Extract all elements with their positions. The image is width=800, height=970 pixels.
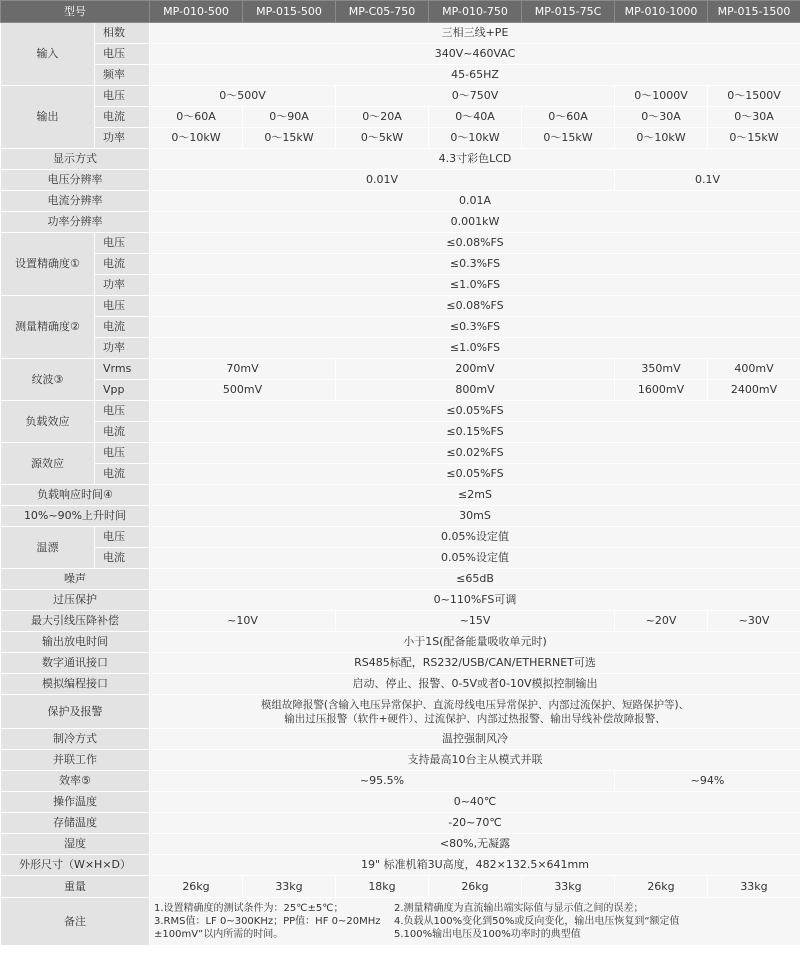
noise-label: 噪声 xyxy=(1,569,150,590)
source-effect-voltage-label: 电压 xyxy=(95,443,150,464)
output-voltage-value: 0～1500V xyxy=(708,86,800,107)
dimensions-row xyxy=(1,855,800,876)
notes-left-column xyxy=(154,902,382,941)
dimensions-value: 19" 标准机箱3U高度，482×132.5×641mm xyxy=(150,855,800,876)
cooling-value: 温控强制风冷 xyxy=(150,729,800,750)
load-effect-label: 负载效应 xyxy=(1,401,95,443)
power-resolution-label: 功率分辨率 xyxy=(1,212,150,233)
ripple-vpp-value: 800mV xyxy=(336,380,615,401)
protection-line: 输出过压报警（软件+硬件）、过流保护、内部过热报警、输出导线补偿故障报警、 xyxy=(284,712,666,725)
efficiency-label: 效率⑤ xyxy=(1,771,150,792)
temp-drift-current-row xyxy=(1,548,800,569)
input-phase-value: 三相三线+PE xyxy=(150,23,800,44)
analog-if-row xyxy=(1,674,800,695)
protection-row xyxy=(1,695,800,729)
storage-temp-row xyxy=(1,813,800,834)
humidity-value: <80%,无凝露 xyxy=(150,834,800,855)
storage-temp-label: 存储温度 xyxy=(1,813,150,834)
line-comp-value: ~10V xyxy=(150,611,336,632)
input-phase-label: 相数 xyxy=(95,23,150,44)
load-effect-voltage-value: ≤0.05%FS xyxy=(150,401,800,422)
output-current-value: 0～60A xyxy=(522,107,615,128)
set-accuracy-label: 设置精确度① xyxy=(1,233,95,296)
voltage-resolution-label: 电压分辨率 xyxy=(1,170,150,191)
note-line: 5.100%输出电压及100%功率时的典型值 xyxy=(394,929,581,940)
set-accuracy-voltage-value: ≤0.08%FS xyxy=(150,233,800,254)
voltage-resolution-value: 0.01V xyxy=(150,170,615,191)
digital-if-row xyxy=(1,653,800,674)
digital-if-label: 数字通讯接口 xyxy=(1,653,150,674)
set-accuracy-power-value: ≤1.0%FS xyxy=(150,275,800,296)
input-voltage-row xyxy=(1,44,800,65)
display-label: 显示方式 xyxy=(1,149,150,170)
output-current-label: 电流 xyxy=(95,107,150,128)
output-current-value: 0～20A xyxy=(336,107,429,128)
op-temp-value: 0~40℃ xyxy=(150,792,800,813)
note-line: 1.设置精确度的测试条件为：25℃±5℃； xyxy=(154,903,344,914)
humidity-label: 湿度 xyxy=(1,834,150,855)
note-line: 3.RMS值：LF 0~300KHz；PP值：HF 0~20MHz xyxy=(154,916,381,927)
output-power-label: 功率 xyxy=(95,128,150,149)
output-power-value: 0～15kW xyxy=(243,128,336,149)
discharge-value: 小于1S(配备能量吸收单元时) xyxy=(150,632,800,653)
output-power-row xyxy=(1,128,800,149)
header-model: MP-010-1000 xyxy=(615,1,708,23)
load-response-label: 负载响应时间④ xyxy=(1,485,150,506)
set-accuracy-current-value: ≤0.3%FS xyxy=(150,254,800,275)
input-frequency-row xyxy=(1,65,800,86)
note-line: 2.测量精确度为直流输出端实际值与显示值之间的误差； xyxy=(394,903,644,914)
set-accuracy-current-label: 电流 xyxy=(95,254,150,275)
cooling-row xyxy=(1,729,800,750)
input-phase-row xyxy=(1,23,800,44)
parallel-label: 并联工作 xyxy=(1,750,150,771)
meas-accuracy-current-row xyxy=(1,317,800,338)
ripple-label: 纹波③ xyxy=(1,359,95,401)
input-voltage-label: 电压 xyxy=(95,44,150,65)
load-effect-current-row xyxy=(1,422,800,443)
output-power-value: 0～10kW xyxy=(429,128,522,149)
efficiency-row xyxy=(1,771,800,792)
parallel-row xyxy=(1,750,800,771)
temp-drift-voltage-row xyxy=(1,527,800,548)
ovp-row xyxy=(1,590,800,611)
set-accuracy-power-label: 功率 xyxy=(95,275,150,296)
analog-if-label: 模拟编程接口 xyxy=(1,674,150,695)
noise-row xyxy=(1,569,800,590)
load-response-value: ≤2mS xyxy=(150,485,800,506)
output-voltage-value: 0～500V xyxy=(150,86,336,107)
output-power-value: 0～15kW xyxy=(522,128,615,149)
output-voltage-value: 0～1000V xyxy=(615,86,708,107)
set-accuracy-current-row xyxy=(1,254,800,275)
header-model: MP-015-1500 xyxy=(708,1,800,23)
set-accuracy-power-row xyxy=(1,275,800,296)
temp-drift-voltage-label: 电压 xyxy=(95,527,150,548)
rise-time-label: 10%~90%上升时间 xyxy=(1,506,150,527)
display-value: 4.3寸彩色LCD xyxy=(150,149,800,170)
meas-accuracy-label: 测量精确度② xyxy=(1,296,95,359)
power-resolution-value: 0.001kW xyxy=(150,212,800,233)
notes-row xyxy=(1,898,800,946)
output-power-value: 0～10kW xyxy=(150,128,243,149)
parallel-value: 支持最高10台主从模式并联 xyxy=(150,750,800,771)
input-frequency-label: 频率 xyxy=(95,65,150,86)
notes-right-column xyxy=(394,902,768,941)
protection-line: 模组故障报警(含输入电压异常保护、直流母线电压异常保护、内部过流保护、短路保护等)、 xyxy=(260,698,690,711)
dimensions-label: 外形尺寸（W×H×D） xyxy=(1,855,150,876)
discharge-row xyxy=(1,632,800,653)
noise-value: ≤65dB xyxy=(150,569,800,590)
set-accuracy-voltage-row xyxy=(1,233,800,254)
header-model: MP-010-750 xyxy=(429,1,522,23)
input-voltage-value: 340V~460VAC xyxy=(150,44,800,65)
note-line: ±100mV”以内所需的时间。 xyxy=(154,929,284,940)
meas-accuracy-current-label: 电流 xyxy=(95,317,150,338)
op-temp-row xyxy=(1,792,800,813)
header-model: MP-010-500 xyxy=(150,1,243,23)
temp-drift-label: 温漂 xyxy=(1,527,95,569)
voltage-resolution-row xyxy=(1,170,800,191)
weight-value: 33kg xyxy=(522,876,615,898)
display-row xyxy=(1,149,800,170)
weight-value: 33kg xyxy=(243,876,336,898)
load-response-row xyxy=(1,485,800,506)
output-voltage-value: 0～750V xyxy=(336,86,615,107)
header-model: MP-015-500 xyxy=(243,1,336,23)
weight-value: 26kg xyxy=(615,876,708,898)
weight-row xyxy=(1,876,800,898)
load-effect-voltage-label: 电压 xyxy=(95,401,150,422)
ovp-label: 过压保护 xyxy=(1,590,150,611)
line-comp-row xyxy=(1,611,800,632)
ripple-vrms-row xyxy=(1,359,800,380)
output-voltage-row xyxy=(1,86,800,107)
rise-time-value: 30mS xyxy=(150,506,800,527)
temp-drift-current-value: 0.05%设定值 xyxy=(150,548,800,569)
humidity-row xyxy=(1,834,800,855)
line-comp-label: 最大引线压降补偿 xyxy=(1,611,150,632)
current-resolution-value: 0.01A xyxy=(150,191,800,212)
header-model: MP-015-75C xyxy=(522,1,615,23)
ripple-vpp-row xyxy=(1,380,800,401)
meas-accuracy-current-value: ≤0.3%FS xyxy=(150,317,800,338)
weight-value: 26kg xyxy=(150,876,243,898)
discharge-label: 输出放电时间 xyxy=(1,632,150,653)
efficiency-value: ~95.5% xyxy=(150,771,615,792)
header-model: MP-C05-750 xyxy=(336,1,429,23)
ripple-vrms-value: 350mV xyxy=(615,359,708,380)
output-current-value: 0～30A xyxy=(708,107,800,128)
output-current-value: 0～60A xyxy=(150,107,243,128)
storage-temp-value: -20~70℃ xyxy=(150,813,800,834)
ripple-vrms-value: 70mV xyxy=(150,359,336,380)
source-effect-current-label: 电流 xyxy=(95,464,150,485)
ripple-vrms-label: Vrms xyxy=(95,359,150,380)
ripple-vpp-value: 1600mV xyxy=(615,380,708,401)
ripple-vrms-value: 400mV xyxy=(708,359,800,380)
output-power-value: 0～15kW xyxy=(708,128,800,149)
output-power-value: 0～10kW xyxy=(615,128,708,149)
ripple-vrms-value: 200mV xyxy=(336,359,615,380)
ripple-vpp-value: 2400mV xyxy=(708,380,800,401)
meas-accuracy-voltage-row xyxy=(1,296,800,317)
line-comp-value: ~15V xyxy=(336,611,615,632)
output-current-value: 0～90A xyxy=(243,107,336,128)
header-type-label: 型号 xyxy=(1,1,150,23)
weight-value: 18kg xyxy=(336,876,429,898)
set-accuracy-voltage-label: 电压 xyxy=(95,233,150,254)
notes-value xyxy=(150,898,800,946)
ovp-value: 0~110%FS可调 xyxy=(150,590,800,611)
output-power-value: 0～5kW xyxy=(336,128,429,149)
protection-value xyxy=(150,695,800,729)
load-effect-current-label: 电流 xyxy=(95,422,150,443)
source-effect-voltage-value: ≤0.02%FS xyxy=(150,443,800,464)
output-current-value: 0～40A xyxy=(429,107,522,128)
line-comp-value: ~30V xyxy=(708,611,800,632)
line-comp-value: ~20V xyxy=(615,611,708,632)
digital-if-value: RS485标配，RS232/USB/CAN/ETHERNET可选 xyxy=(150,653,800,674)
voltage-resolution-value: 0.1V xyxy=(615,170,800,191)
analog-if-value: 启动、停止、报警、0-5V或者0-10V模拟控制输出 xyxy=(150,674,800,695)
meas-accuracy-power-label: 功率 xyxy=(95,338,150,359)
op-temp-label: 操作温度 xyxy=(1,792,150,813)
current-resolution-row xyxy=(1,191,800,212)
meas-accuracy-voltage-label: 电压 xyxy=(95,296,150,317)
temp-drift-current-label: 电流 xyxy=(95,548,150,569)
source-effect-label: 源效应 xyxy=(1,443,95,485)
current-resolution-label: 电流分辨率 xyxy=(1,191,150,212)
protection-label: 保护及报警 xyxy=(1,695,150,729)
source-effect-current-row xyxy=(1,464,800,485)
efficiency-value: ~94% xyxy=(615,771,800,792)
weight-value: 26kg xyxy=(429,876,522,898)
meas-accuracy-voltage-value: ≤0.08%FS xyxy=(150,296,800,317)
output-label: 输出 xyxy=(1,86,95,149)
ripple-vpp-label: Vpp xyxy=(95,380,150,401)
power-resolution-row xyxy=(1,212,800,233)
meas-accuracy-power-row xyxy=(1,338,800,359)
temp-drift-voltage-value: 0.05%设定值 xyxy=(150,527,800,548)
input-label: 输入 xyxy=(1,23,95,86)
weight-label: 重量 xyxy=(1,876,150,898)
input-frequency-value: 45-65HZ xyxy=(150,65,800,86)
weight-value: 33kg xyxy=(708,876,800,898)
ripple-vpp-value: 500mV xyxy=(150,380,336,401)
load-effect-voltage-row xyxy=(1,401,800,422)
header-row xyxy=(1,1,800,23)
meas-accuracy-power-value: ≤1.0%FS xyxy=(150,338,800,359)
source-effect-current-value: ≤0.05%FS xyxy=(150,464,800,485)
output-current-row xyxy=(1,107,800,128)
load-effect-current-value: ≤0.15%FS xyxy=(150,422,800,443)
rise-time-row xyxy=(1,506,800,527)
note-line: 4.负载从100%变化到50%或反向变化，输出电压恢复到“额定值 xyxy=(394,916,680,927)
source-effect-voltage-row xyxy=(1,443,800,464)
cooling-label: 制冷方式 xyxy=(1,729,150,750)
output-current-value: 0～30A xyxy=(615,107,708,128)
notes-label: 备注 xyxy=(1,898,150,946)
output-voltage-label: 电压 xyxy=(95,86,150,107)
